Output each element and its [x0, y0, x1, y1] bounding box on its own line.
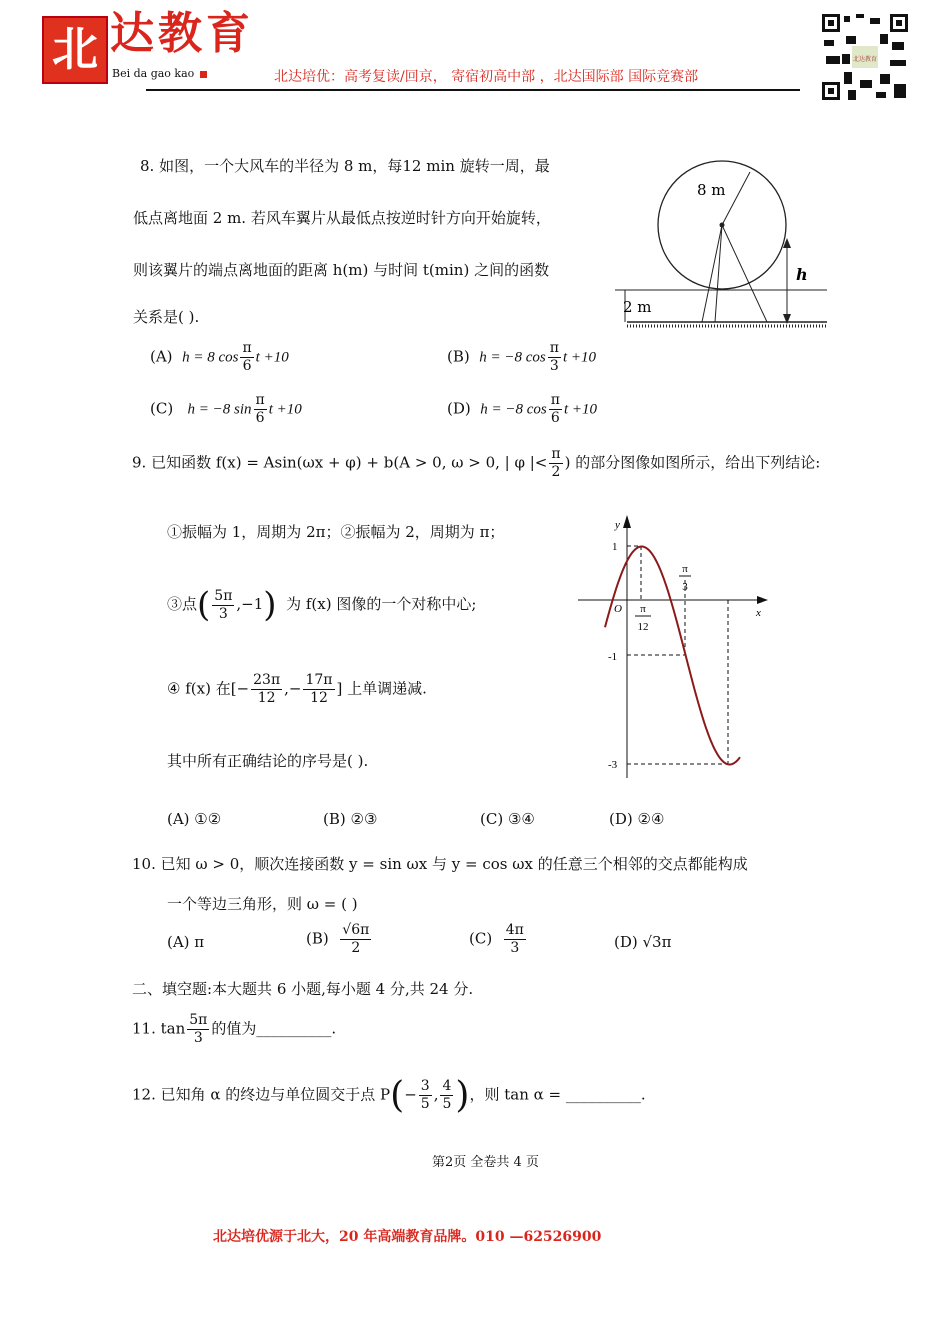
q8-option-d[interactable]: (D) h = −8 cos $\frac{\pi}{6}$ t +10: [447, 392, 598, 426]
q9-conclusion-1-2: ①振幅为 1，周期为 2π；②振幅为 2，周期为 π；: [167, 523, 505, 541]
function-graph: [570, 510, 780, 780]
q8-option-c[interactable]: (C) h = −8 sin $\frac{\pi}{6}$ t +10: [150, 392, 302, 426]
q8-line2: 低点离地面 2 m. 若风车翼片从最低点按逆时针方向开始旋转，: [133, 209, 551, 227]
q10-option-c[interactable]: (C) $\frac{4\pi}{3}$: [469, 922, 524, 956]
q8-option-b[interactable]: (B) h = −8 cos $\frac{\pi}{3}$ t +10: [447, 340, 597, 374]
q9-option-b[interactable]: (B) ②③: [323, 810, 378, 828]
q8-line1: 8. 如图，一个大风车的半径为 8 m，每12 min 旋转一周，最: [140, 157, 550, 175]
q9-option-a[interactable]: (A) ①②: [167, 810, 222, 828]
q8-option-a[interactable]: (A) h = 8 cos $\frac{\pi}{6}$ t +10: [150, 340, 289, 374]
q12: 12. 已知角 α 的终边与单位圆交于点 P(− $\frac{3}{5}$ , $\frac{4}{5}$ )，则 tan α = __________.: [132, 1075, 646, 1116]
q9-option-c[interactable]: (C) ③④: [480, 810, 535, 828]
q9-question: 其中所有正确结论的序号是( ).: [167, 752, 369, 770]
q10-line1: 10. 已知 ω > 0，顺次连接函数 y = sin ωx 与 y = cos ωx 的任意三个相邻的交点都能构成: [132, 855, 748, 873]
ground-label: 2 m: [623, 298, 652, 316]
radius-label: 8 m: [697, 181, 726, 199]
q9-stem: 9. 已知函数 f(x) = Asin(ωx + φ) + b(A > 0, ω > 0, | φ |< $\frac{\pi}{2}$ ) 的部分图像如图所示，给出下列结论:: [132, 446, 821, 480]
y-tick-minus-1: -1: [608, 651, 618, 663]
x-tick-pi-3-den: 3: [682, 581, 688, 593]
q9-conclusion-3: ③点( $\frac{5\pi}{3}$ ,−1) 为 f(x) 图像的一个对称中心;: [167, 585, 477, 625]
origin-label: O: [614, 603, 622, 615]
q9-option-d[interactable]: (D) ②④: [609, 810, 665, 828]
q8-line3: 则该翼片的端点离地面的距离 h(m) 与时间 t(min) 之间的函数: [133, 261, 550, 279]
windmill-figure: [615, 150, 835, 330]
x-axis-label: x: [756, 607, 761, 619]
q10-option-d[interactable]: (D) √3π: [614, 933, 672, 951]
qr-code: [820, 12, 910, 102]
q11: 11. tan $\frac{5\pi}{3}$ 的值为__________.: [132, 1012, 337, 1046]
page-number: 第2页 全卷共 4 页: [432, 1155, 539, 1170]
height-label: h: [796, 265, 808, 284]
q10-line2: 一个等边三角形，则 ω = ( ): [167, 895, 358, 913]
logo-subtitle: Bei da gao kao: [112, 67, 195, 80]
x-tick-pi-12-num: π: [640, 603, 646, 615]
footer-brand: 北达培优源于北大，20 年高端教育品牌。010 —62526900: [213, 1229, 602, 1245]
logo-text: 达教育: [110, 8, 254, 59]
y-tick-minus-3: -3: [608, 759, 618, 771]
q10-option-b[interactable]: (B) $\frac{√6\pi}{2}$: [306, 922, 370, 956]
y-tick-1: 1: [612, 541, 618, 553]
y-axis-label: y: [615, 519, 620, 531]
q8-line4: 关系是( ).: [133, 308, 200, 326]
logo: 北: [42, 16, 108, 84]
header-rule: [146, 89, 800, 91]
x-tick-pi-3-num: π: [682, 563, 688, 575]
q9-conclusion-4: ④ f(x) 在[− $\frac{23\pi}{12}$ ,− $\frac{17\pi}{12}$ ] 上单调递减.: [167, 672, 427, 706]
x-tick-pi-12-den: 12: [637, 621, 649, 633]
logo-square: [200, 71, 207, 78]
header-slogan: 北达培优：高考复读/回京， 寄宿初高中部 ，北达国际部 国际竞赛部: [274, 69, 699, 85]
q10-option-a[interactable]: (A) π: [167, 933, 205, 951]
qr-label: 北达教育: [852, 56, 878, 63]
section-2-heading: 二、填空题:本大题共 6 小题,每小题 4 分,共 24 分.: [132, 980, 474, 998]
